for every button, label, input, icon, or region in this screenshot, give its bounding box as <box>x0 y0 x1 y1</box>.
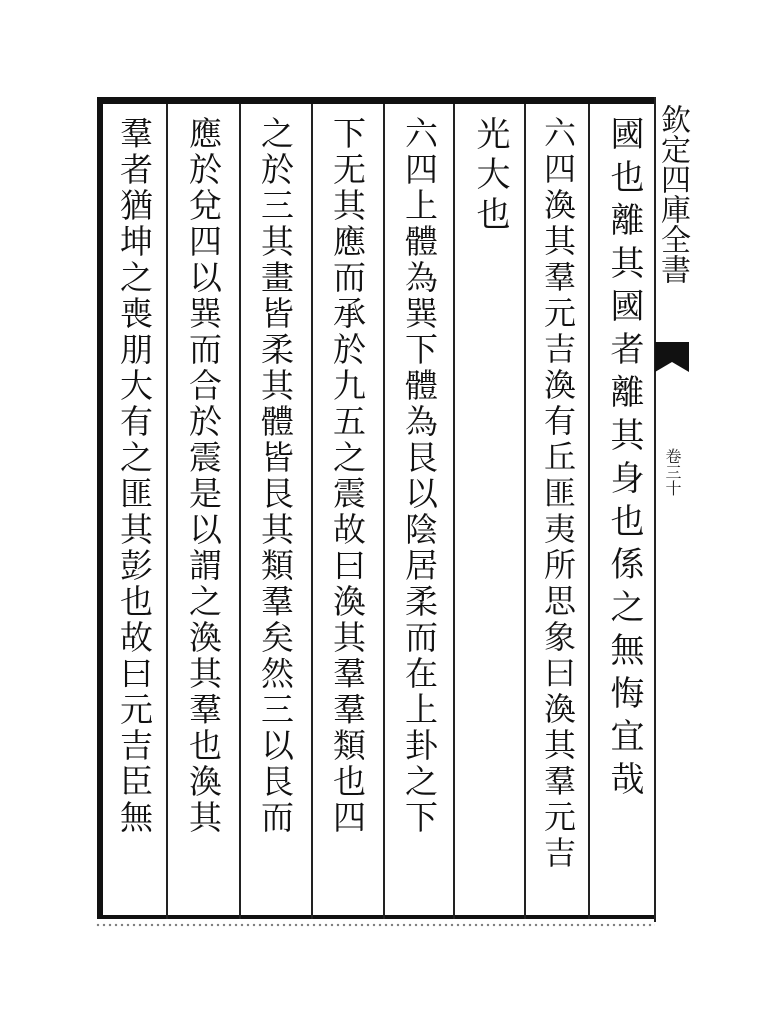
text-column-6: 之於三其畫皆柔其體皆艮其類羣矣然三以艮而 <box>256 116 295 836</box>
column-rule <box>311 104 313 919</box>
text-column-2: 六四渙其羣元吉渙有丘匪夷所思象曰渙其羣元吉 <box>539 116 577 872</box>
volume-number: 卷三十 <box>663 448 682 496</box>
text-column-8: 羣者猶坤之喪朋大有之匪其彭也故曰元吉臣無 <box>115 116 154 836</box>
text-column-4: 六四上體為巽下體為艮以陰居柔而在上卦之下 <box>400 116 439 836</box>
column-rule <box>524 104 526 919</box>
text-column-5: 下无其應而承於九五之震故曰渙其羣羣類也四 <box>328 116 367 836</box>
column-rule <box>453 104 455 919</box>
fish-tail-mark <box>655 342 689 362</box>
column-rule <box>383 104 385 919</box>
book-title: 欽定四庫全書 <box>655 104 690 284</box>
text-column-1: 國也離其國者離其身也係之無悔宜哉 <box>604 116 644 804</box>
column-rule <box>239 104 241 919</box>
column-rule <box>166 104 168 919</box>
text-column-3: 光大也 <box>470 116 510 236</box>
bottom-border-texture <box>95 922 655 928</box>
text-column-7: 應於兌四以巽而合於震是以謂之渙其羣也渙其 <box>184 116 223 836</box>
